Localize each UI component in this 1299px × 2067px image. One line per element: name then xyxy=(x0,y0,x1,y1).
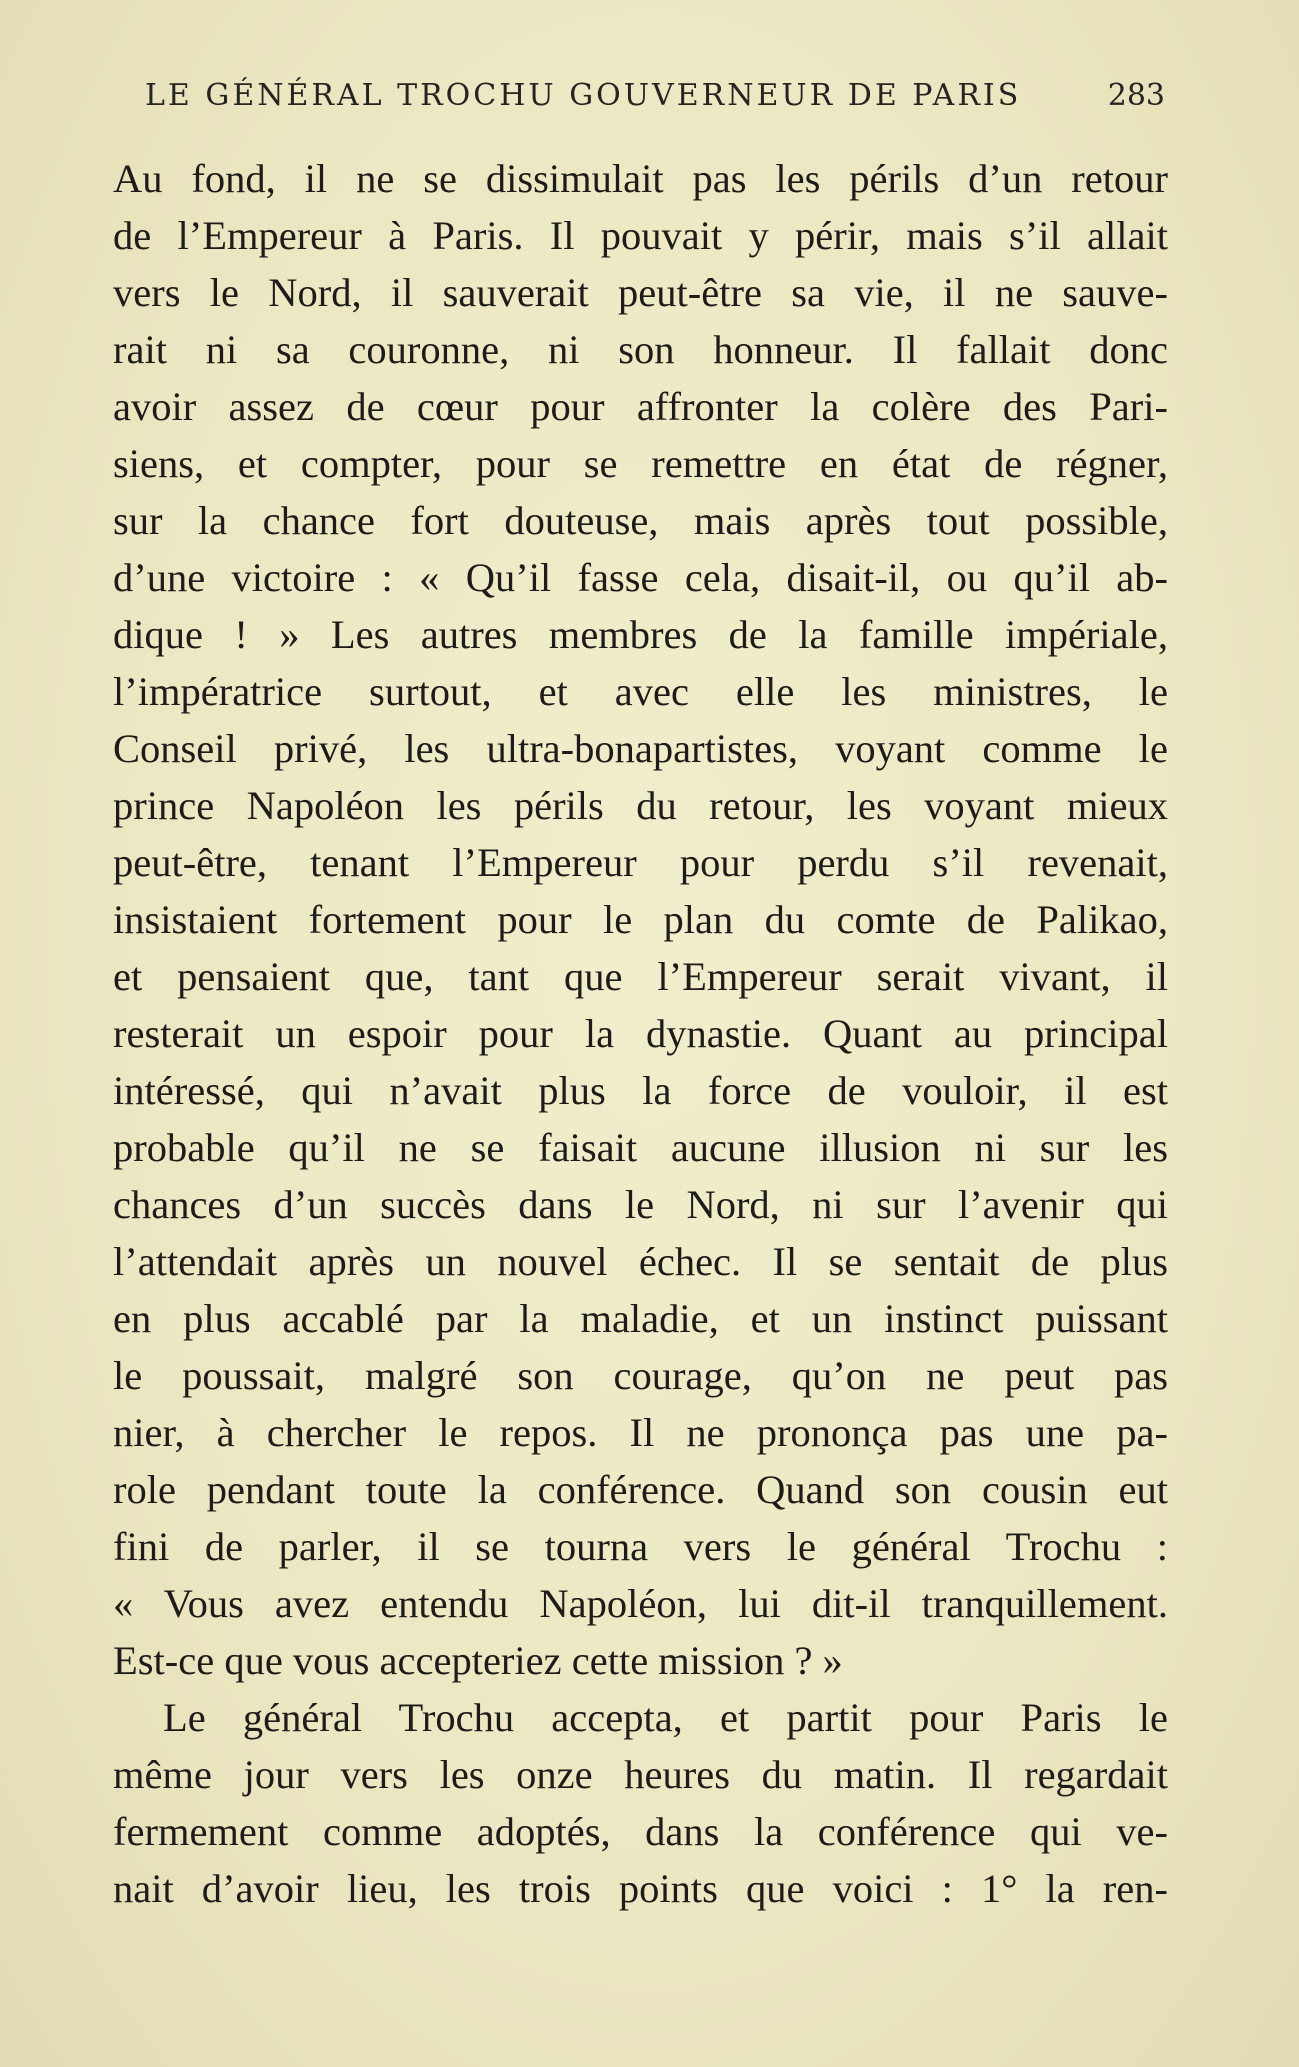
text-line: le poussait, malgré son courage, qu’on ne peut pas xyxy=(113,1353,1168,1398)
text-line: resterait un espoir pour la dynastie. Quant au principal xyxy=(113,1011,1168,1056)
text-line: sur la chance fort douteuse, mais après tout possible, xyxy=(113,498,1168,543)
text-line: nier, à chercher le repos. Il ne prononça pas une pa- xyxy=(113,1410,1168,1455)
text-line: chances d’un succès dans le Nord, ni sur l’avenir qui xyxy=(113,1182,1168,1227)
page-number: 283 xyxy=(1107,78,1165,113)
text-line: de l’Empereur à Paris. Il pouvait y périr, mais s’il allait xyxy=(113,213,1168,258)
text-line: d’une victoire : « Qu’il fasse cela, disait-il, ou qu’il ab- xyxy=(113,555,1168,600)
text-line: fini de parler, il se tourna vers le général Trochu : xyxy=(113,1524,1168,1569)
text-line: fermement comme adoptés, dans la conférence qui ve- xyxy=(113,1809,1168,1854)
text-line: « Vous avez entendu Napoléon, lui dit-il tranquillement. xyxy=(113,1581,1168,1626)
text-line: role pendant toute la conférence. Quand son cousin eut xyxy=(113,1467,1168,1512)
text-line: nait d’avoir lieu, les trois points que voici : 1° la ren- xyxy=(113,1866,1168,1911)
text-line: l’impératrice surtout, et avec elle les ministres, le xyxy=(113,669,1168,714)
paragraph-start-line: Le général Trochu accepta, et partit pour Paris le xyxy=(163,1695,1168,1740)
text-line: insistaient fortement pour le plan du comte de Palikao, xyxy=(113,897,1168,942)
text-line: probable qu’il ne se faisait aucune illusion ni sur les xyxy=(113,1125,1168,1170)
text-line: siens, et compter, pour se remettre en état de régner, xyxy=(113,441,1168,486)
text-line: peut-être, tenant l’Empereur pour perdu s’il revenait, xyxy=(113,840,1168,885)
text-line: et pensaient que, tant que l’Empereur serait vivant, il xyxy=(113,954,1168,999)
text-line: prince Napoléon les périls du retour, les voyant mieux xyxy=(113,783,1168,828)
text-line: dique ! » Les autres membres de la famille impériale, xyxy=(113,612,1168,657)
body-text xyxy=(113,150,1168,1917)
text-line: intéressé, qui n’avait plus la force de vouloir, il est xyxy=(113,1068,1168,1113)
text-line: l’attendait après un nouvel échec. Il se sentait de plus xyxy=(113,1239,1168,1284)
text-line: Au fond, il ne se dissimulait pas les périls d’un retour xyxy=(113,156,1168,201)
text-line: Conseil privé, les ultra-bonapartistes, voyant comme le xyxy=(113,726,1168,771)
text-line: vers le Nord, il sauverait peut-être sa vie, il ne sauve- xyxy=(113,270,1168,315)
text-line: même jour vers les onze heures du matin. Il regardait xyxy=(113,1752,1168,1797)
running-title: LE GÉNÉRAL TROCHU GOUVERNEUR DE PARIS xyxy=(145,78,1022,113)
text-line: rait ni sa couronne, ni son honneur. Il fallait donc xyxy=(113,327,1168,372)
text-line: avoir assez de cœur pour affronter la colère des Pari- xyxy=(113,384,1168,429)
text-line: en plus accablé par la maladie, et un instinct puissant xyxy=(113,1296,1168,1341)
paragraph-end-line: Est-ce que vous accepteriez cette mission ? » xyxy=(113,1638,843,1683)
